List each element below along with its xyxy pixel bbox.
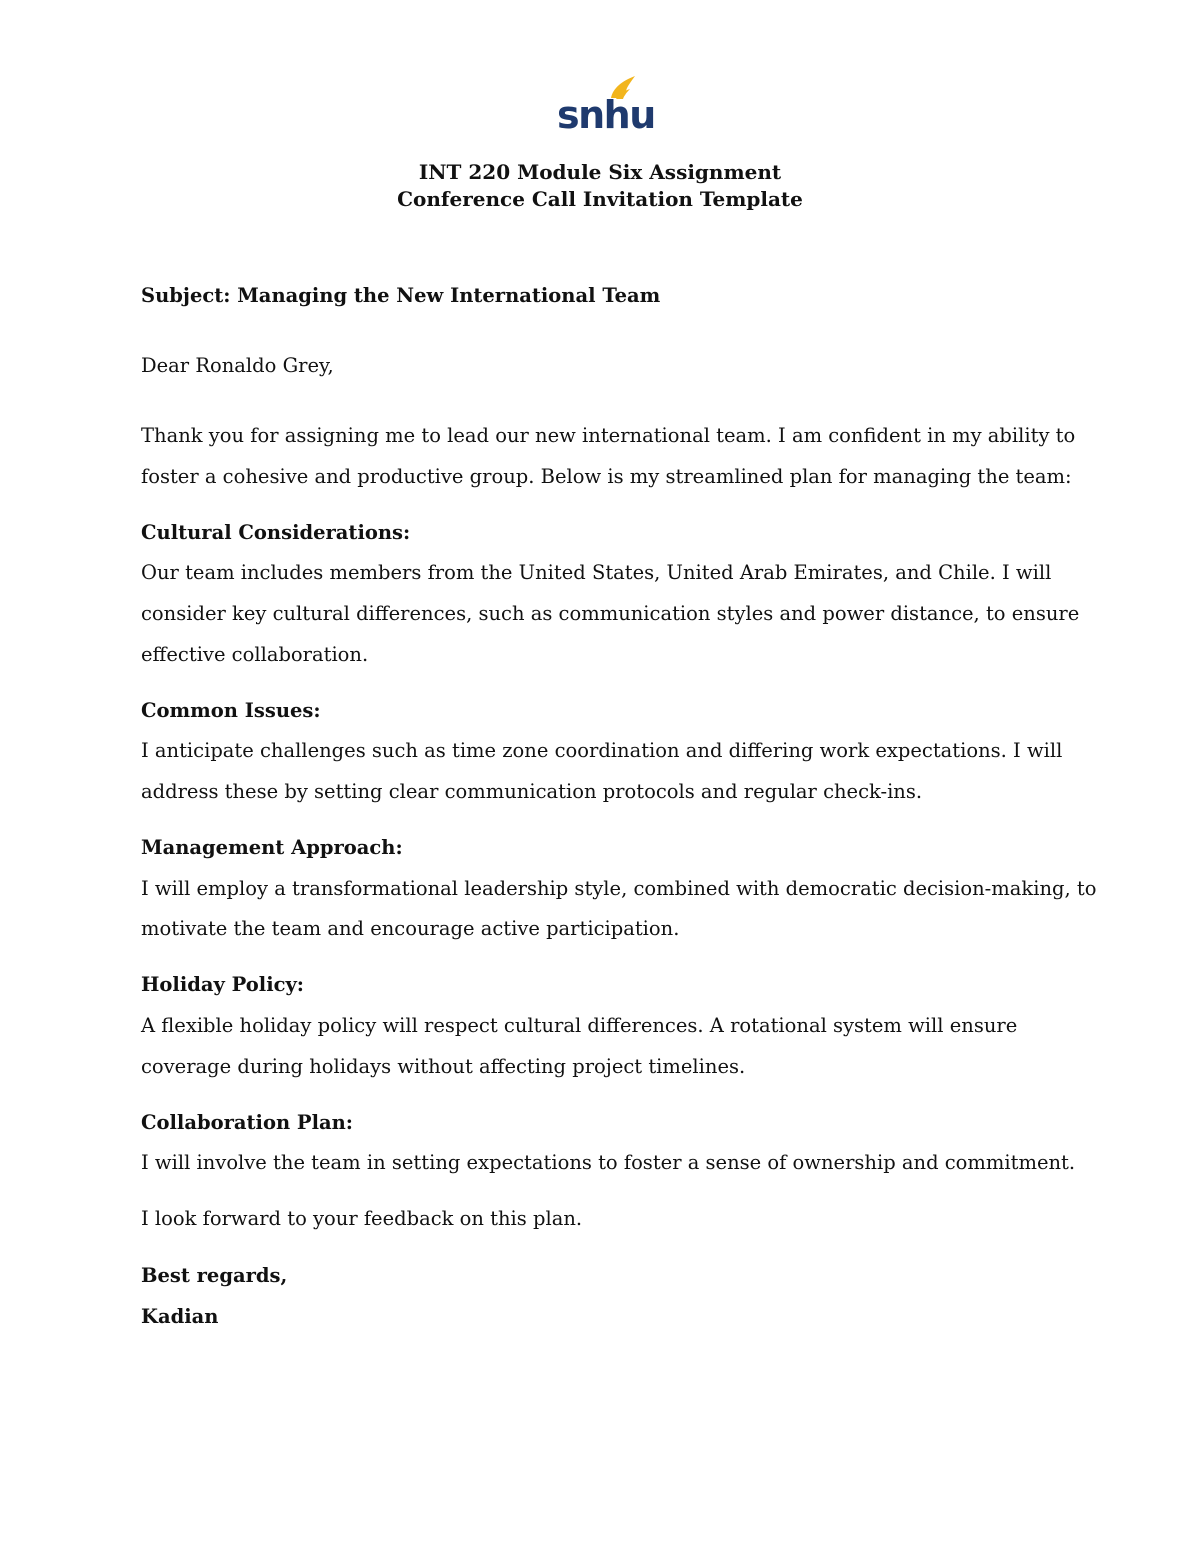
snhu-flame-logo-icon <box>556 74 655 137</box>
section-text-line: effective collaboration. <box>141 643 369 666</box>
closing-line: I look forward to your feedback on this plan. <box>141 1207 583 1230</box>
salutation: Dear Ronaldo Grey, <box>141 354 334 377</box>
subject-line: Subject: Managing the New International Team <box>141 284 661 307</box>
section-text-line: I will involve the team in setting expectations to foster a sense of ownership and commitment. <box>141 1151 1076 1174</box>
section-text-line: consider key cultural differences, such as communication styles and power distance, to ensure <box>141 602 1080 625</box>
document-title: INT 220 Module Six Assignment <box>418 160 782 184</box>
section-text-line: coverage during holidays without affecting project timelines. <box>141 1055 746 1078</box>
logo-text: snhu <box>557 93 655 137</box>
section-heading-issues: Common Issues: <box>141 699 321 722</box>
section-text-line: I anticipate challenges such as time zone coordination and differing work expectations. I will <box>141 739 1063 762</box>
section-text-line: A flexible holiday policy will respect cultural differences. A rotational system will ensure <box>141 1014 1018 1037</box>
section-text-line: motivate the team and encourage active participation. <box>141 917 680 940</box>
section-text-line: Our team includes members from the United States, United Arab Emirates, and Chile. I will <box>141 561 1052 584</box>
intro-line-2: foster a cohesive and productive group. Below is my streamlined plan for managing the team: <box>141 465 1072 488</box>
snhu-logo <box>556 74 655 137</box>
section-text-line: address these by setting clear communication protocols and regular check-ins. <box>141 780 923 803</box>
section-heading-management: Management Approach: <box>141 836 403 859</box>
signoff: Best regards, <box>141 1264 288 1287</box>
section-heading-collaboration: Collaboration Plan: <box>141 1111 353 1134</box>
document-subtitle: Conference Call Invitation Template <box>397 187 803 211</box>
intro-line-1: Thank you for assigning me to lead our new international team. I am confident in my ability to <box>141 424 1076 447</box>
signature: Kadian <box>141 1305 219 1328</box>
section-heading-cultural: Cultural Considerations: <box>141 521 411 544</box>
section-text-line: I will employ a transformational leadership style, combined with democratic decision-making, to <box>141 877 1097 900</box>
section-heading-holiday: Holiday Policy: <box>141 973 304 996</box>
